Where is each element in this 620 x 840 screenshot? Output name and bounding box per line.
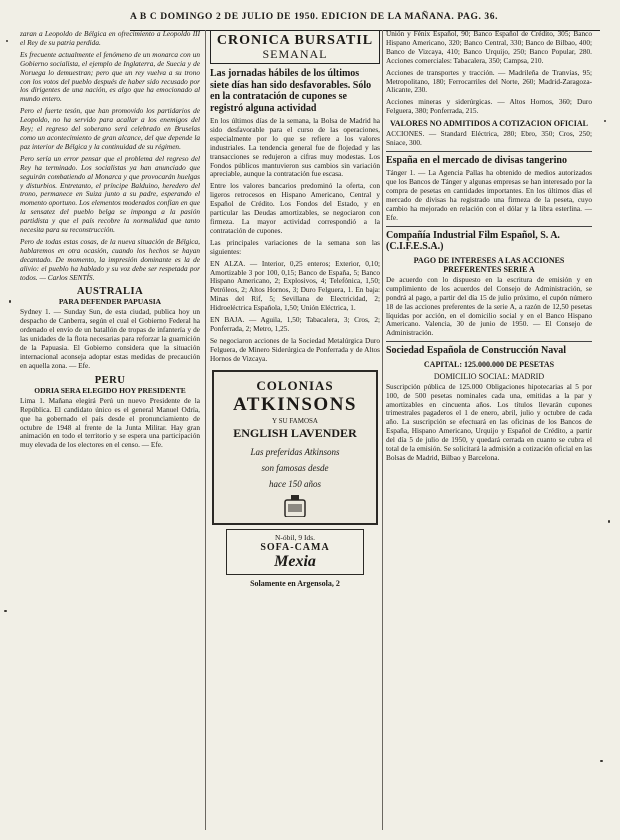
article-paragraph: Suscripción pública de 125.000 Obligaciones hipotecarias al 5 por 100, de 500 pesetas nominales cada una, emitidas a la par y amortizables en cincuenta años. Los títulos llevarán cupones trimestrales pagaderos el 1 de enero, abril, julio y octubre de cada año. La suscripción se efectuará en las oficinas de los Bancos de España, Hispano Americano, Urquijo y Español de Crédito, a partir del día 5 de julio de 1950, y quedará cerrada en cuanto se cubra el total de la emisión. Se solicitará la admisión a cotización oficial en las Bolsas de Madrid, Bilbao y Barcelona. [386, 381, 592, 462]
bottle-icon [278, 495, 312, 517]
article-paragraph: Entre los valores bancarios predominó la oferta, con ligeros retrocesos en Hispano Americano, Central y Español de Crédito. Los Fondos del Estado, y en particular las Deudas amortizables, se negociaron con firmeza. La mayor actividad correspondió a la contratación de cupones. [210, 181, 380, 235]
article-paragraph: Es frecuente actualmente el fenómeno de un monarca con un Gobierno socialista, el ejemplo de Inglaterra, de Suecia y de Noruega lo demuestran; pero que un rey vuelva a su trono con los votos del pueblo después de haber sido recusado por los dirigentes de una nación, es algo que ha emocionado al mundo entero. [20, 49, 200, 104]
ad2-address: Solamente en Argensola, 2 [250, 578, 340, 588]
scan-speck [4, 610, 7, 612]
atkinsons-advertisement [212, 370, 378, 525]
article-paragraph: De acuerdo con lo dispuesto en la escritura de emisión y en cumplimiento de los acuerdos del Consejo de Administración, se pondrá al pago, a partir del día 15 de julio próximo, el cupón número 18 de las acciones preferentes de la serie A, a razón de 12,50 pesetas líquidas por acción, en el domicilio social y en el Banco Hispano Americano. Valencia, 30 de junio de 1950. — El Consejo de Administración. [386, 274, 592, 338]
article-paragraph: Acciones de transportes y tracción. — Madrileña de Tranvías, 95; Metropolitano, 180; Ferrocarriles del Norte, 260; Madrid-Zaragoza-Alicante, 230. [386, 67, 592, 95]
column-divider [205, 30, 206, 830]
ad-script-line: son famosas desde [261, 462, 329, 473]
article-paragraph: Pero el fuerte tesón, que han promovido los partidarios de Leopoldo, no ha servido para acallar a los enemigos del Rey; el regreso del soberano será celebrado en Bruselas como un acontecimiento de gran alcance, del que depende la paz interior de Bélgica y la continuidad de su régimen. [20, 106, 200, 151]
section-title: PERU [94, 374, 126, 386]
headline-divisas: España en el mercado de divisas tangerino [386, 154, 567, 166]
section-peru [20, 375, 200, 395]
scan-speck [9, 300, 11, 303]
ad2-brand: Mexia [274, 552, 316, 570]
column-divider [382, 30, 383, 830]
ad-brand-lavender: ENGLISH LAVENDER [233, 425, 357, 440]
ad2-line: N-óbil, 9 Ids. [275, 532, 315, 542]
ad-small-line: Y SU FAMOSA [272, 416, 318, 425]
article-paragraph: Lima 1. Mañana elegirá Perú un nuevo Presidente de la República. El candidato único es el general Manuel Odría, que ha gobernado el país desde el pronunciamiento de octubre de 1948 al frente de la Junta Militar. Hay gran animación en todo el territorio y se espera una participación muy elevada de los electores en el censo. — Efe. [20, 395, 200, 450]
mexia-advertisement [226, 529, 364, 575]
scan-speck [604, 120, 606, 122]
section-subtitle: ODRIA SERA ELEGIDO HOY PRESIDENTE [34, 385, 186, 395]
headline-construccion-naval: Sociedad Española de Construcción Naval [386, 345, 567, 357]
ad-script-line: Las preferidas Atkinsons [250, 446, 340, 457]
section-subheading: VALORES NO ADMITIDOS A COTIZACION OFICIAL [390, 119, 588, 129]
scan-speck [600, 760, 603, 762]
section-rule [386, 341, 592, 342]
section-title: AUSTRALIA [76, 286, 144, 298]
ad-script-line: hace 150 años [269, 478, 321, 489]
article-paragraph: Unión y Fénix Español, 90; Banco Español de Crédito, 305; Banco Hispano Americano, 320; Banco Central, 330; Banco de Bilbao, 400; Banco de Vizcaya, 410; Banco Urquijo, 250; Banco Popular, 280. Acciones comerciales: Tabacalera, 350; Campsa, 210. [386, 30, 592, 65]
section-subheading: CAPITAL: 125.000.000 DE PESETAS [423, 359, 555, 369]
scan-speck [608, 520, 610, 523]
bursatil-subtitle: SEMANAL [262, 47, 328, 61]
article-paragraph: Acciones mineras y siderúrgicas. — Altos Hornos, 360; Duro Felguera, 380; Ponferrada, 215. [386, 97, 592, 116]
article-paragraph: EN ALZA. — Interior, 0,25 enteros; Exterior, 0,10; Amortizable 3 por 100, 0,15; Banco de España, 5; Banco Hispano Americano, 2; Explosivos, 4; Telefónica, 1,50; Petróleos, 2; Altos Hornos, 3; Duro Felguera, 1. En baja: Minas del Rif, 5; Sevillana de Electricidad, 2; Hidroeléctrica Española, 1,50; Unión Eléctrica, 1. [210, 258, 380, 313]
article-paragraph: Se negociaron acciones de la Sociedad Metalúrgica Duro Felguera, de Minero Siderúrgica de Ponferrada y de Altos Hornos de Vizcaya. [210, 335, 380, 363]
article-paragraph: Tánger 1. — La Agencia Pallas ha obtenido de medios autorizados que los Bancos de Tánger y algunas empresas se han interesado por la compra de pesetas en cantidades importantes. En los últimos días el mercado de divisas ha registrado una firmeza de la peseta, cuyo cambio ha mejorado en relación con el dólar y la libra esterlina. — Efe. [386, 168, 592, 222]
scan-speck [6, 40, 8, 42]
section-subtitle: PARA DEFENDER PAPUASIA [58, 297, 162, 307]
page-header-text: A B C DOMINGO 2 DE JULIO DE 1950. EDICION DE LA MAÑANA. PAG. 36. [130, 12, 499, 22]
article-paragraph: zaran a Leopoldo de Bélgica en ofrecimiento a Leopoldo III el Rey de su patria perdida. [20, 30, 200, 47]
bursatil-title: CRONICA BURSATIL [216, 33, 374, 48]
column-middle [210, 30, 380, 830]
section-rule [386, 151, 592, 152]
ad-brand-atkinsons: ATKINSONS [232, 393, 357, 415]
column-left [20, 30, 200, 830]
article-paragraph: En los últimos días de la semana, la Bolsa de Madrid ha sido desfavorable para el curso de las operaciones, especialmente por lo que se refiere a los valores industriales. La tendencia general fue de flojedad y las transacciones se redujeron a cifras muy modestas. Los Fondos públicos mantuvieron sus cambios sin variación apreciable, aunque la contratación fue escasa. [210, 116, 380, 179]
ad-brand-colonias: COLONIAS [256, 377, 334, 393]
page-header [130, 12, 600, 28]
section-rule [386, 226, 592, 227]
column-right [386, 30, 592, 830]
article-paragraph: Sydney 1. — Sunday Sun, de esta ciudad, publica hoy un despacho de Canberra, según el cual el Gobierno Federal ha ordenado el envío de un batallón de tropas de infantería y de las unidades de la flota necesarias para reforzar la guarnición de la Papuasia. El Gobierno considera que la situación internacional aconseja adoptar estas medidas de precaución en aquella zona. — Efe. [20, 307, 200, 370]
article-paragraph: Las principales variaciones de la semana son las siguientes: [210, 237, 380, 256]
bursatil-headline: Las jornadas hábiles de los últimos siete días han sido desfavorables. Sólo en la contratación de cupones se registró alguna actividad [210, 68, 372, 114]
section-australia [20, 286, 200, 306]
headline-cifesa: Compañía Industrial Film Español, S. A. (C.I.F.E.S.A.) [386, 229, 560, 253]
article-paragraph: EN BAJA. — Aguila, 1,50; Tabacalera, 3; Cros, 2; Ponferrada, 2; Metro, 1,25. [210, 315, 380, 333]
section-subheading: DOMICILIO SOCIAL: MADRID [433, 371, 545, 381]
article-paragraph: Pero de todas estas cosas, de la nueva situación de Bélgica, hablaremos en otra ocasión, cuando los hechos se hayan decantado. De momento, la impresión dominante es la de alivio: el pueblo ha hablado y su voz debe ser respetada por todos. — Carlos SENTÍS. [20, 236, 200, 282]
bursatil-title-box [210, 30, 380, 64]
article-paragraph: ACCIONES. — Standard Eléctrica, 280; Ebro, 350; Cros, 250; Sniace, 300. [386, 129, 592, 148]
ad2-product: SOFA-CAMA [260, 541, 330, 553]
article-paragraph: Pero sería un error pensar que el problema del regreso del Rey ha terminado. Los socialistas ya han anunciado que seguirán combatiendo al Monarca y que provocarán huelgas y disturbios. Entretanto, el príncipe Balduino, heredero del trono, permanece en Suiza junto a su padre, esperando el momento oportuno. Los elementos moderados confían en que la sensatez del pueblo belga se imponga a la pasión partidista y que el país recobre la normalidad que tanto necesita para su reconstrucción. [20, 153, 200, 235]
section-subheading: PAGO DE INTERESES A LAS ACCIONES PREFERENTES SERIE A [413, 255, 565, 274]
